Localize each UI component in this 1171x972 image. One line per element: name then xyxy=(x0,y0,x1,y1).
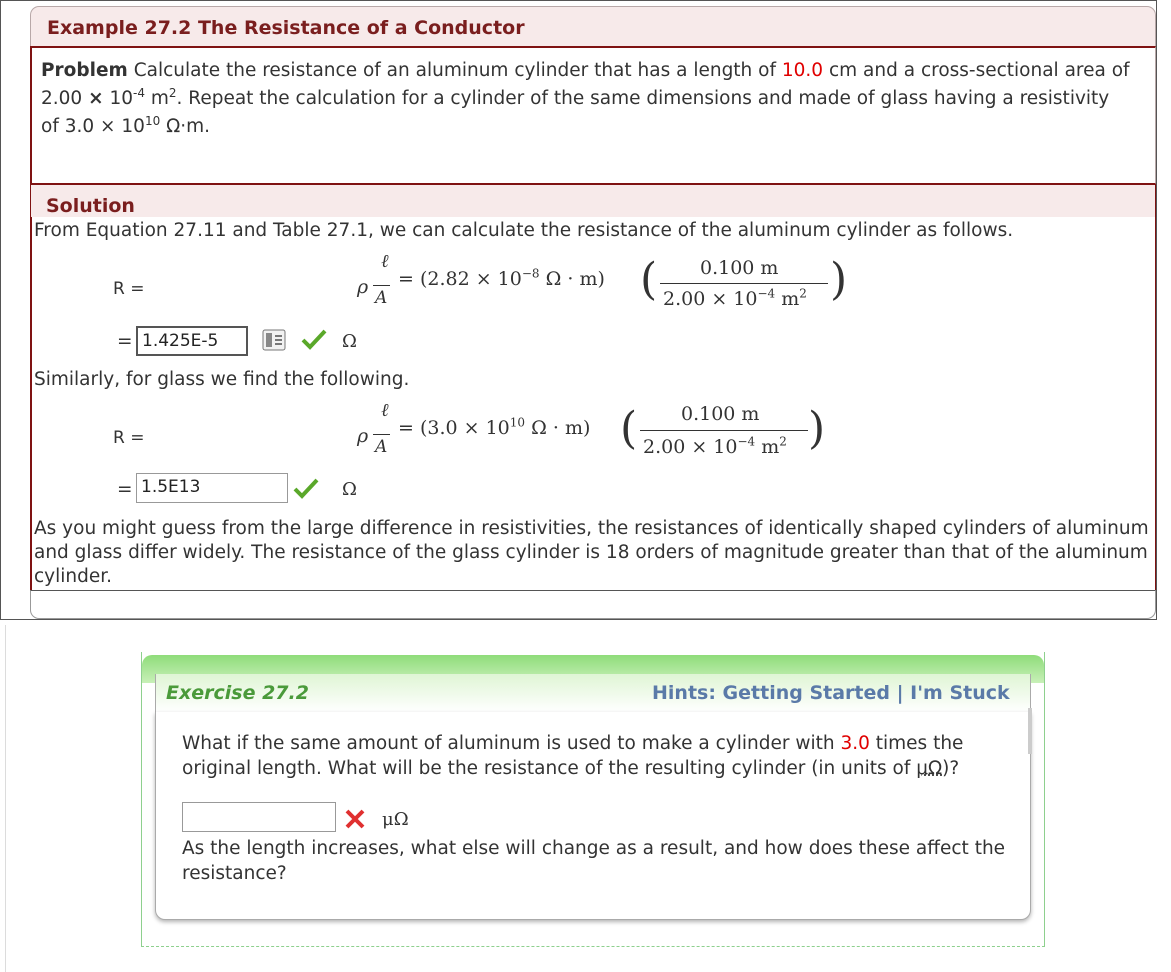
exercise-question: What if the same amount of aluminum is used to make a cylinder with 3.0 times the original length. What will be the resistance of the resulting cylinder (in units of μΩ)? xyxy=(182,733,964,779)
factor-value: 3.0 xyxy=(840,733,870,754)
conclusion-text: As you might guess from the large difference in resistivities, the resistances of identically shaped cylinders of aluminum and glass differ widely. The resistance of the glass cylinder is 18 orders of magnitude greater than that of the aluminum cylinder. xyxy=(34,518,1149,587)
similarly-text: Similarly, for glass we find the following. xyxy=(34,369,410,390)
length-value: 10.0 xyxy=(781,60,824,81)
feedback-text: As the length increases, what else will change as a result, and how does these affect the resistance? xyxy=(182,838,1006,884)
calculator-icon[interactable] xyxy=(262,329,286,355)
answer-1-input[interactable]: 1.425E-5 xyxy=(136,326,248,356)
checkmark-icon xyxy=(301,328,327,356)
exercise-title: Exercise 27.2 xyxy=(166,682,309,704)
equation-2-main: = ($3.0 \times 10^{10}$ Ω · m) xyxy=(398,415,591,439)
solution-header xyxy=(30,184,1156,217)
exercise-answer-input[interactable] xyxy=(182,802,336,832)
problem-label: Problem xyxy=(41,60,128,81)
hint-im-stuck-link[interactable]: I'm Stuck xyxy=(910,682,1010,704)
cross-icon xyxy=(344,808,366,836)
exercise-answer-unit: μΩ xyxy=(382,809,409,830)
scrollbar[interactable] xyxy=(1028,708,1032,754)
checkmark-icon xyxy=(293,477,319,505)
equation-1-main: = ($2.82 \times 10^{-8}$ Ω · m) xyxy=(398,266,605,290)
answer-2-input[interactable]: 1.5E13 xyxy=(136,473,288,503)
problem-text: Problem Calculate the resistance of an aluminum cylinder that has a length of 10.0 cm and a cross-sectional area of $2.00 \times 10^{-4}$ $m^2$. Repeat the calculation for a cylinder of the same dimensions and made of glass having a resistivity of $3.0 \times 10^{10}$ Ω·m. xyxy=(41,60,1130,137)
example-footer xyxy=(30,590,1156,619)
example-title: Example 27.2 The Resistance of a Conductor xyxy=(47,17,525,39)
solution-intro: From Equation 27.11 and Table 27.1, we can calculate the resistance of the aluminum cylinder as follows. xyxy=(34,220,1014,241)
exercise-bottom-border xyxy=(141,942,1045,947)
hint-getting-started-link[interactable]: Getting Started xyxy=(722,682,890,704)
hints-bar: Hints: Getting Started | I'm Stuck xyxy=(652,682,1010,704)
r-label-1: R = xyxy=(113,279,145,299)
r-label-2: R = xyxy=(113,428,145,448)
solution-title: Solution xyxy=(46,195,135,217)
left-rule xyxy=(5,625,6,972)
